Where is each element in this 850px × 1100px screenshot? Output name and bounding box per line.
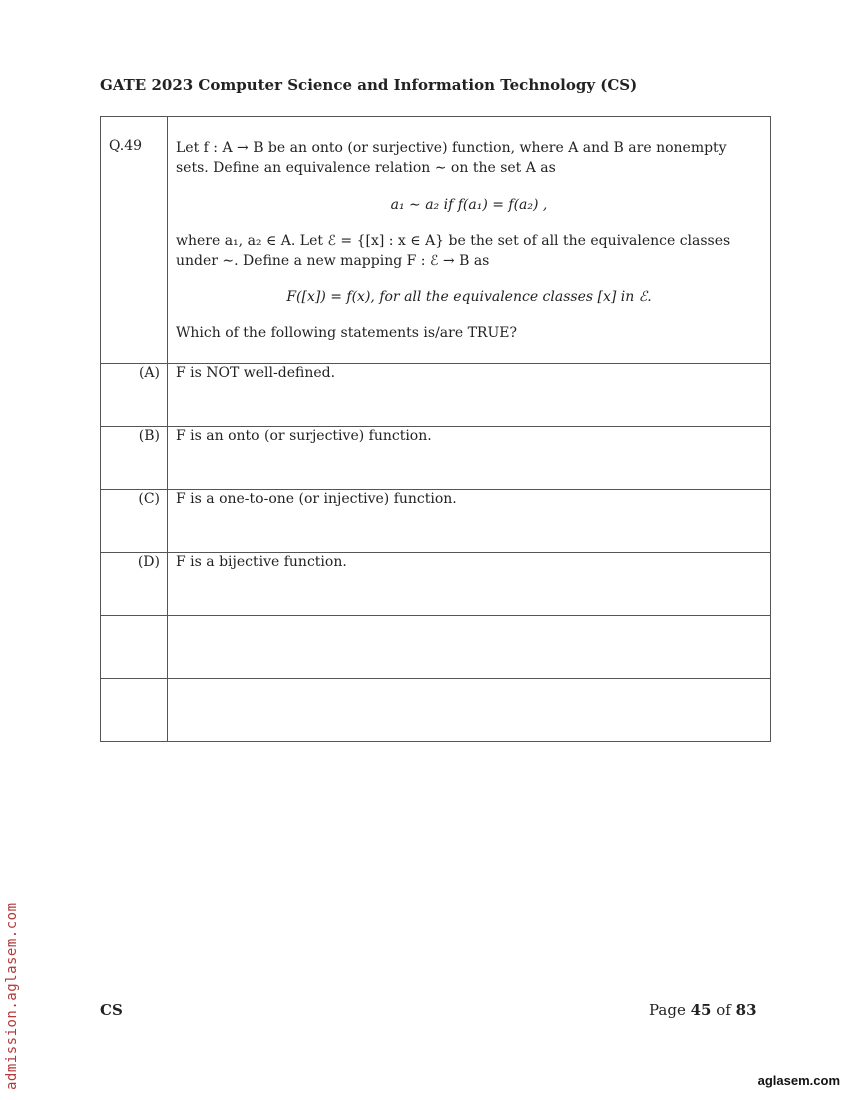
empty-cell (168, 616, 771, 679)
page-of: of (716, 1001, 731, 1019)
page-number: 45 (690, 1001, 712, 1019)
option-row-d (101, 553, 771, 616)
mapping-equation: F([x]) = f(x), for all the equivalence classes [x] in ℰ. (286, 289, 652, 305)
empty-cell (101, 616, 168, 679)
page-header-title: GATE 2023 Computer Science and Information Technology (CS) (100, 76, 638, 94)
brand-watermark: aglasem.com (757, 1073, 840, 1088)
question-row (101, 117, 771, 364)
empty-cell (101, 679, 168, 742)
option-text: F is a one-to-one (or injective) function. (168, 490, 771, 553)
question-prompt: Which of the following statements is/are TRUE? (176, 325, 517, 341)
option-label: (B) (101, 427, 168, 490)
option-row-b (101, 427, 771, 490)
side-watermark: admission.aglasem.com (4, 902, 20, 1090)
page-prefix: Page (649, 1001, 686, 1019)
page-total: 83 (735, 1001, 757, 1019)
option-row-c (101, 490, 771, 553)
question-intro: Let f : A → B be an onto (or surjective) function, where A and B are nonempty sets. Define an equivalence relation ∼ on the set A as (176, 140, 727, 176)
empty-row (101, 616, 771, 679)
empty-row (101, 679, 771, 742)
option-label: (C) (101, 490, 168, 553)
option-row-a (101, 364, 771, 427)
option-label: (D) (101, 553, 168, 616)
question-stem (168, 117, 771, 364)
question-definition: where a₁, a₂ ∈ A. Let ℰ = {[x] : x ∈ A} be the set of all the equivalence classes under ∼. Define a new mapping F : ℰ → B as (176, 233, 731, 269)
question-table (100, 116, 771, 742)
footer-paper-code: CS (100, 1001, 123, 1019)
option-text: F is NOT well-defined. (168, 364, 771, 427)
option-label: (A) (101, 364, 168, 427)
footer-page-indicator (649, 1001, 757, 1019)
option-text: F is an onto (or surjective) function. (168, 427, 771, 490)
option-text: F is a bijective function. (168, 553, 771, 616)
question-number: Q.49 (101, 117, 168, 364)
empty-cell (168, 679, 771, 742)
equivalence-equation: a₁ ∼ a₂ if f(a₁) = f(a₂) , (390, 197, 548, 213)
